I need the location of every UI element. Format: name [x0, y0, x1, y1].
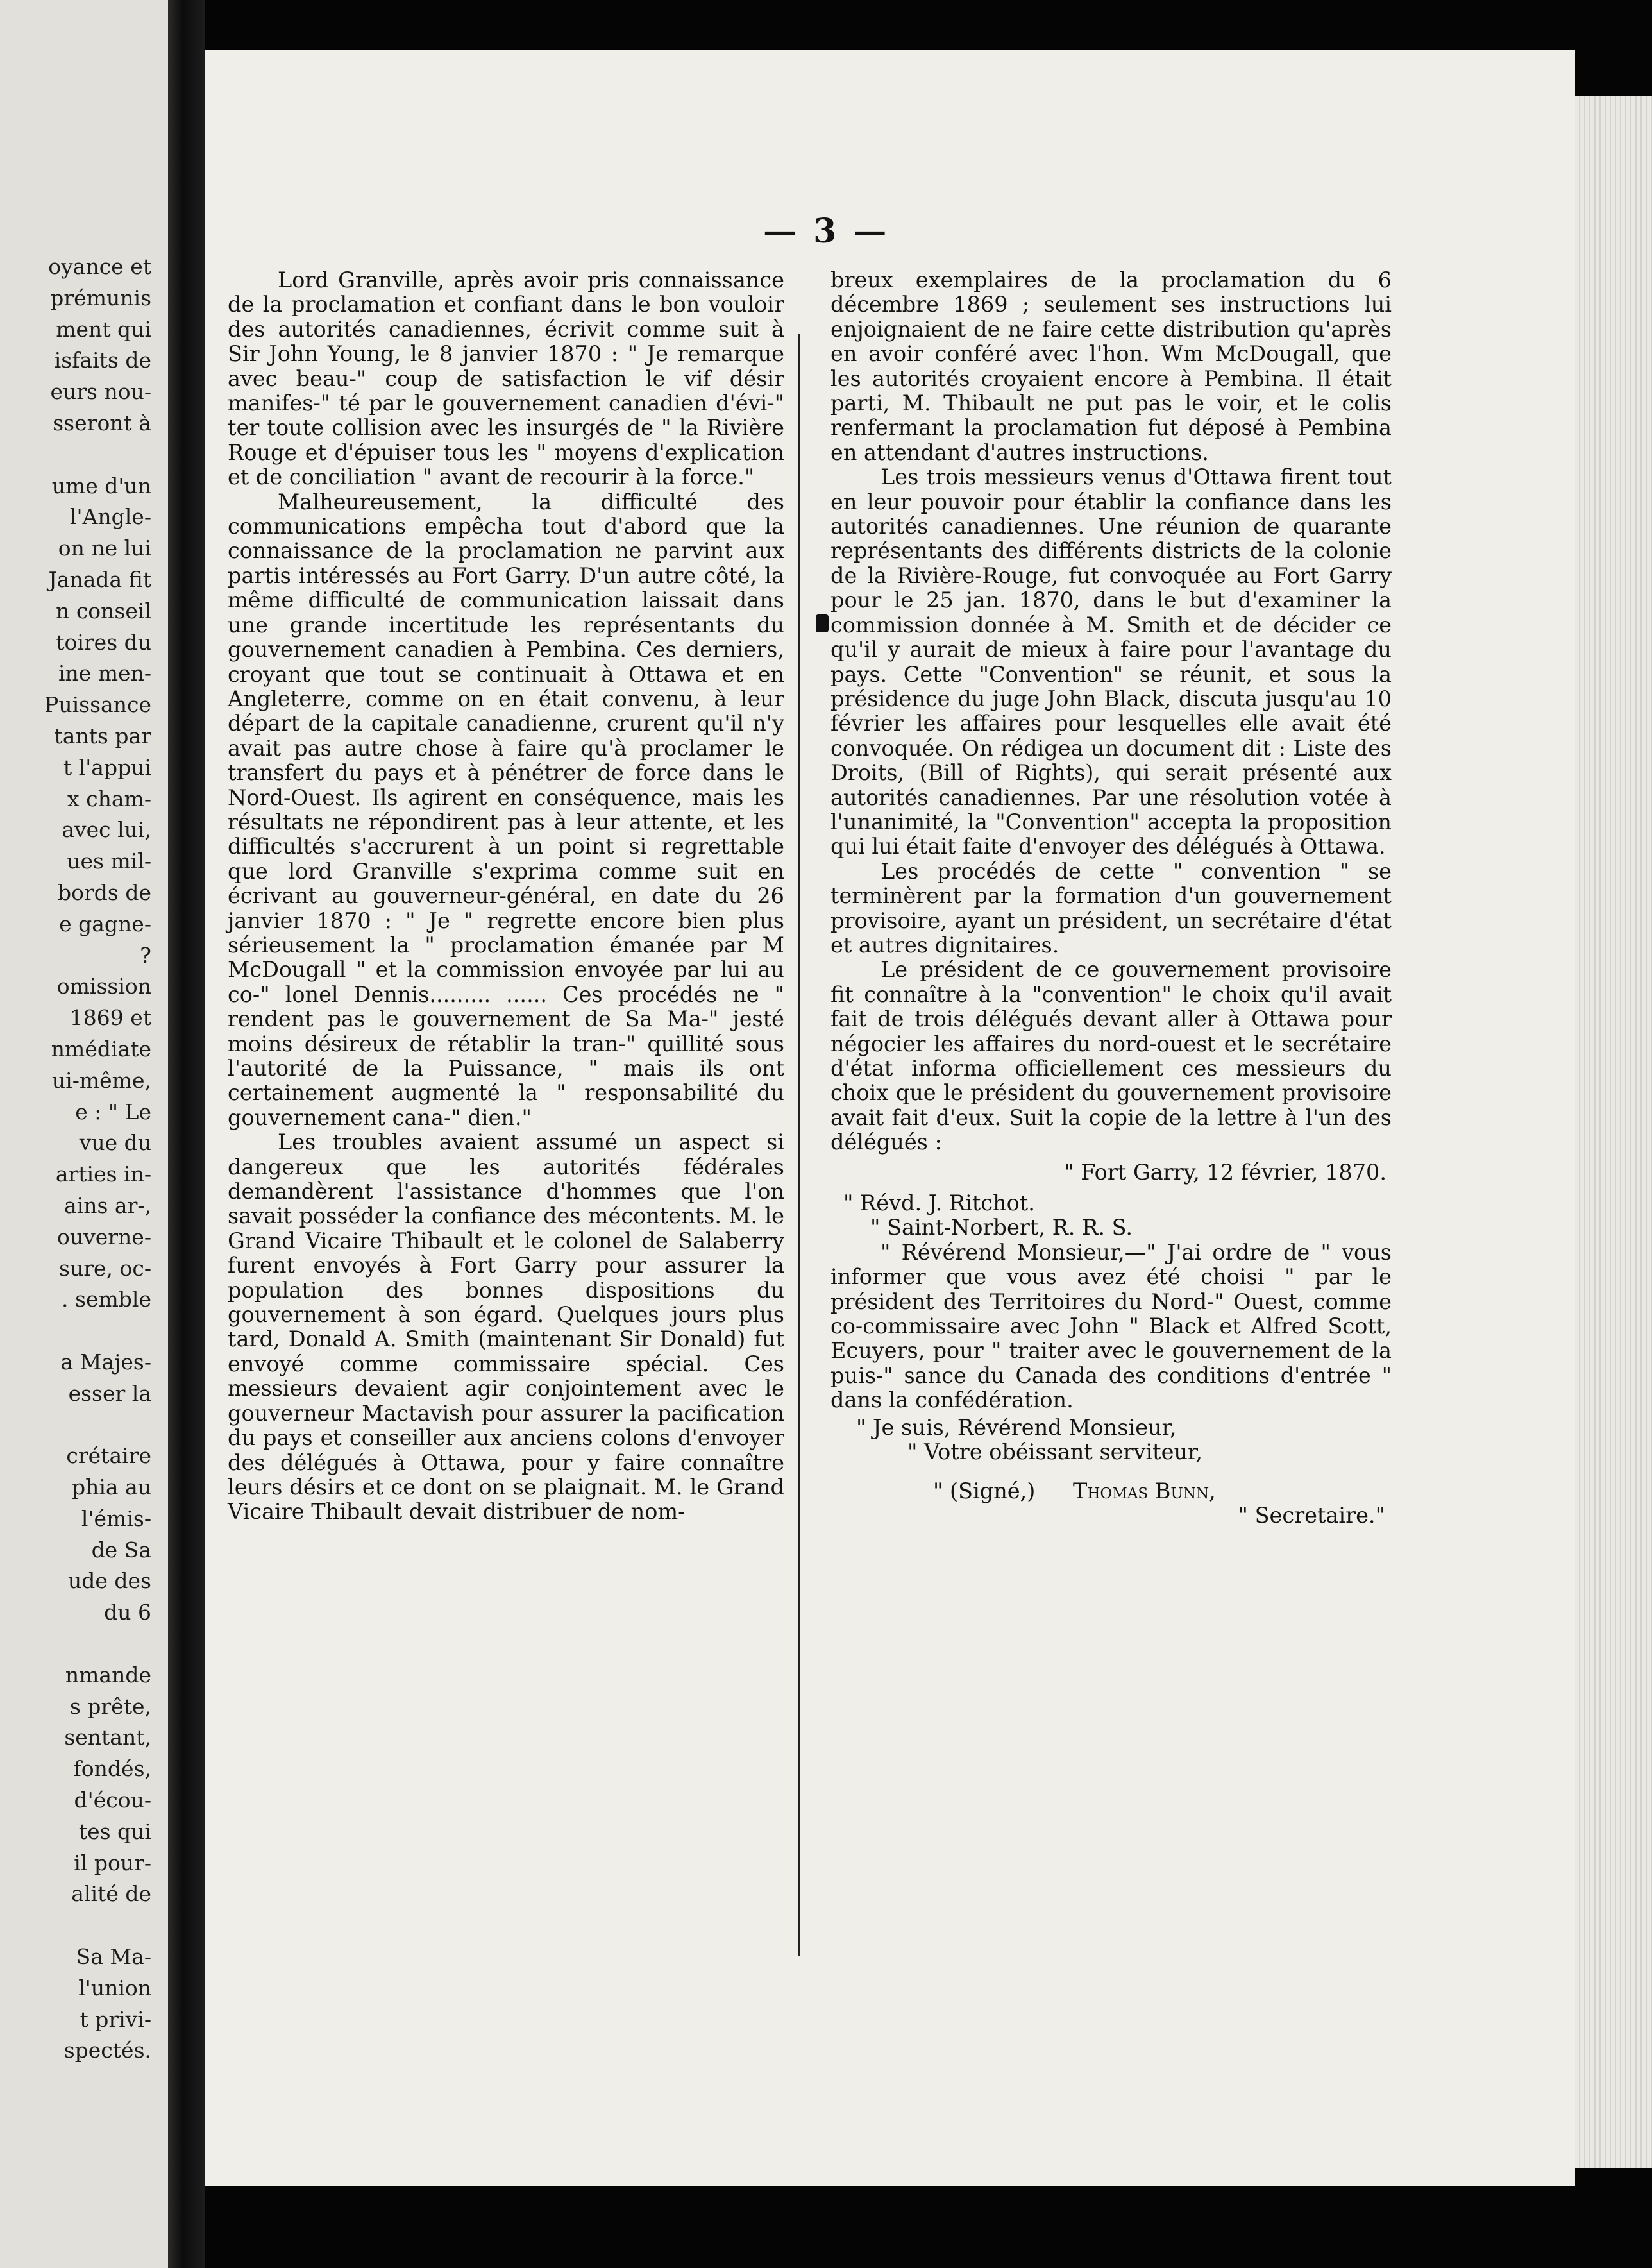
page-number: — 3 —: [763, 212, 889, 251]
signature-line: [830, 1479, 1392, 1503]
facing-page-line: tants par: [54, 723, 151, 749]
facing-page-line: oyance et: [48, 254, 151, 279]
letter-place: " Saint-Norbert, R. R. S.: [870, 1215, 1133, 1240]
facing-page-line: Puissance: [44, 692, 151, 718]
facing-page-line: . semble: [62, 1287, 151, 1312]
facing-page-line: [44, 1910, 151, 1942]
facing-page-line: [44, 1316, 151, 1347]
letter-closing: " Je suis, Révérend Monsieur,: [856, 1414, 1177, 1440]
paragraph: Le président de ce gouvernement provisoire fit connaître à la "convention" le choix qu'il avait fait de trois délégués devant aller à Ottawa pour négocier les affaires du nord-ouest et le secrétaire d'état informa officiellement ces messieurs du choix que le président du gouvernement provisoire avait fait d'eux. Suit la copie de la lettre à l'un des délégués :: [830, 957, 1392, 1155]
facing-page-line: s prête,: [69, 1693, 151, 1719]
facing-page-line: du 6: [104, 1600, 151, 1625]
facing-page-line: vue du: [79, 1130, 151, 1156]
facing-page-line: nmédiate: [51, 1036, 151, 1062]
facing-page-line: avec lui,: [62, 817, 151, 843]
letter-body: " Révérend Monsieur,—" J'ai ordre de " vous informer que vous avez été choisi " par le président des Territoires du Nord-" Ouest, comme co-commissaire avec John " Black et Alfred Scott, Ecuyers, pour " traiter avec le gouvernement de la puis-" sance du Canada des conditions d'entrée " dans la confédération.: [830, 1239, 1392, 1413]
facing-page-line: ude des: [68, 1568, 151, 1594]
facing-page-line: ues mil-: [67, 849, 151, 874]
facing-page-line: x cham-: [67, 786, 151, 811]
facing-page-line: e : " Le: [75, 1099, 151, 1124]
ink-blot: [816, 614, 829, 632]
facing-page-line: [44, 439, 151, 471]
facing-page-line: sentant,: [64, 1725, 151, 1750]
facing-page-line: arties in-: [55, 1162, 151, 1187]
facing-page-line: fondés,: [73, 1756, 151, 1782]
facing-page-line: sseront à: [53, 410, 151, 436]
facing-page-line: l'Angle-: [69, 504, 151, 530]
facing-page-line: isfaits de: [54, 348, 151, 373]
facing-page-line: spectés.: [63, 2038, 151, 2063]
paragraph: Les troubles avaient assumé un aspect si dangereux que les autorités fédérales demandèrent l'assistance d'hommes que l'on savait posséder la confiance des mécontents. M. le Grand Vicaire Thibault et le colonel de Salaberry furent envoyés à Fort Garry pour assurer la population des bonnes dispositions du gouvernement à son égard. Quelques jours plus tard, Donald A. Smith (maintenant Sir Donald) fut envoyé comme commissaire spécial. Ces messieurs devaient agir conjointement avec le gouverneur Mactavish pour assurer la pacification du pays et conseiller aux anciens colons d'envoyer des délégués à Ottawa, pour y faire connaître leurs désirs et ce dont on se plaignait. M. le Grand Vicaire Thibault devait distribuer de nom-: [228, 1130, 784, 1525]
facing-page-text: [44, 251, 151, 2067]
facing-page-line: ume d'un: [51, 473, 151, 498]
facing-page-line: Sa Ma-: [76, 1944, 151, 1970]
facing-page-line: ine men-: [58, 661, 151, 686]
facing-page-line: 1869 et: [69, 1005, 151, 1031]
facing-page-line: omission: [56, 974, 151, 999]
facing-page-line: [44, 1629, 151, 1660]
facing-page-fragment: [0, 0, 168, 2268]
facing-page-line: bords de: [58, 879, 151, 905]
facing-page-line: Janada fit: [48, 566, 151, 592]
facing-page-line: e gagne-: [59, 911, 151, 936]
paragraph: Les procédés de cette " convention " se terminèrent par la formation d'un gouvernement provisoire, ayant un président, un secrétaire d'état et autres dignitaires.: [830, 858, 1392, 958]
facing-page-line: sure, oc-: [59, 1255, 151, 1281]
facing-page-line: esser la: [68, 1380, 151, 1406]
facing-page-line: ?: [140, 942, 151, 968]
letter-addressee: " Révd. J. Ritchot.: [843, 1190, 1035, 1216]
facing-page-line: [44, 1409, 151, 1441]
paragraph: Malheureusement, la difficulté des communications empêcha tout d'abord que la connaissance de la proclamation ne parvint aux partis intéressés au Fort Garry. D'un autre côté, la même difficulté de communication laissait dans une grande incertitude les représentants du gouvernement canadien à Pembina. Ces derniers, croyant que tout se continuait à Ottawa et en Angleterre, comme on en était convenu, à leur départ de la capitale canadienne, crurent qu'il n'y avait pas autre chose à faire qu'à proclamer le transfert du pays et à pénétrer de force dans le Nord-Ouest. Ils agirent en conséquence, mais les résultats ne répondirent pas à leur attente, et les difficultés s'accrurent à un point si regrettable que lord Granville s'exprima comme suit en écrivant au gouverneur-général, en date du 26 janvier 1870 : " Je " regrette encore bien plus sérieusement la " proclamation émanée par M McDougall " et la commission envoyée par lui au co-" lonel Dennis......... ...... Ces procédés ne " rendent pas le gouvernement de Sa Ma-" jesté moins désireux de rétablir la tran-" quillité sous l'autorité de la Puissance, " mais ils ont certainement augmenté la " responsabilité du gouvernement cana-" dien.": [228, 489, 784, 1130]
letter-date: " Fort Garry, 12 février, 1870.: [1064, 1159, 1386, 1185]
facing-page-line: t privi-: [80, 2006, 151, 2032]
facing-page-line: t l'appui: [63, 754, 151, 780]
facing-page-line: n conseil: [56, 598, 151, 623]
letter-closing-2: " Votre obéissant serviteur,: [907, 1439, 1203, 1465]
facing-page-line: ains ar-,: [64, 1192, 151, 1218]
signed-label: " (Signé,): [933, 1478, 1036, 1503]
signer-title: " Secretaire.": [1238, 1502, 1385, 1528]
paragraph: Les trois messieurs venus d'Ottawa firent tout en leur pouvoir pour établir la confiance dans les autorités canadiennes. Une réunion de quarante représentants des différents districts de la colonie de la Rivière-Rouge, fut convoquée au Fort Garry pour le 25 jan. 1870, dans le but d'examiner la commission donnée à M. Smith et de décider ce qu'il y aurait de mieux à faire pour l'avantage du pays. Cette "Convention" se réunit, et sous la présidence du juge John Black, discuta jusqu'au 10 février les affaires pour lesquelles elle avait été convoquée. On rédigea un document dit : Liste des Droits, (Bill of Rights), qui serait présenté aux autorités canadiennes. Par une résolution votée à l'unanimité, la "Convention" accepta la proposition qui lui était faite d'envoyer des délégués à Ottawa.: [830, 464, 1392, 859]
facing-page-line: de Sa: [91, 1537, 151, 1562]
facing-page-line: il pour-: [74, 1850, 151, 1875]
facing-page-line: tes qui: [78, 1818, 151, 1844]
facing-page-line: on ne lui: [58, 536, 151, 561]
facing-page-line: l'union: [78, 1975, 151, 2001]
facing-page-line: d'écou-: [74, 1788, 151, 1813]
left-column: [228, 268, 784, 1525]
facing-page-line: crétaire: [66, 1443, 151, 1469]
facing-page-line: a Majes-: [60, 1349, 151, 1375]
facing-page-line: alité de: [71, 1881, 151, 1907]
paragraph: Lord Granville, après avoir pris connaissance de la proclamation et confiant dans le bon vouloir des autorités canadiennes, écrivit comme suit à Sir John Young, le 8 janvier 1870 : " Je remarque avec beau-" coup de satisfaction le vif désir manifes-" té par le gouvernement canadien d'évi-" ter toute collision avec les insurgés de " la Rivière Rouge et d'épuiser tous les " moyens d'explication et de conciliation " avant de recourir à la force.": [228, 267, 784, 490]
facing-page-line: ui-même,: [51, 1067, 151, 1093]
paragraph: breux exemplaires de la proclamation du 6 décembre 1869 ; seulement ses instructions lui enjoignaient de ne faire cette distribution qu'après en avoir conféré avec l'hon. Wm McDougall, que les autorités croyaient encore à Pembina. Il était parti, M. Thibault ne put pas le voir, et le colis renfermant la proclamation fut déposé à Pembina en attendant d'autres instructions.: [830, 267, 1392, 465]
facing-page-line: ouverne-: [56, 1224, 151, 1249]
right-column: [830, 268, 1392, 1528]
facing-page-line: prémunis: [50, 285, 151, 310]
facing-page-line: l'émis-: [81, 1505, 151, 1531]
facing-page-line: nmande: [65, 1662, 151, 1688]
letter: [830, 1160, 1392, 1528]
column-rule: [798, 334, 800, 1956]
page-edges: [1575, 96, 1652, 2168]
signer-name: Thomas Bunn,: [1073, 1478, 1216, 1503]
facing-page-line: eurs nou-: [50, 379, 151, 405]
facing-page-line: phia au: [71, 1475, 151, 1500]
facing-page-line: toires du: [56, 629, 151, 655]
book-gutter: [168, 0, 205, 2268]
facing-page-line: ment qui: [56, 316, 151, 342]
